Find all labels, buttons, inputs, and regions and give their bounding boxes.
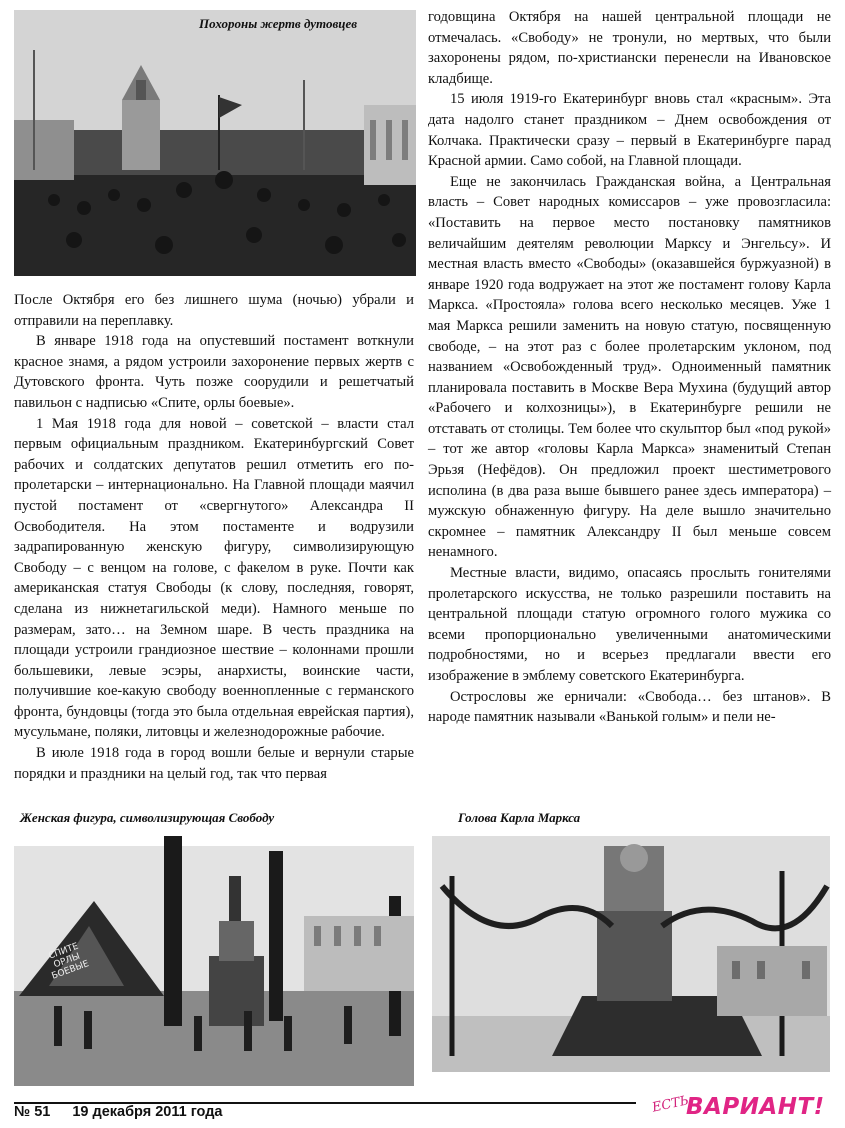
photo-caption-marx: Голова Карла Маркса [458, 810, 581, 825]
paragraph: Острословы же ерничали: «Свобода… без штанов». В народе памятник называли «Ванькой голым» и пели не- [428, 688, 831, 726]
paragraph: В июле 1918 года в город вошли белые и вернули старые порядки и праздники на целый год, так что первая [14, 745, 414, 782]
marx-photo-illustration [432, 806, 830, 1072]
photo-marx [432, 806, 830, 1072]
photo-liberty [14, 806, 414, 1086]
pavilion-sign: СПИТЕ ОРЛЫ БОЕВЫЕ [47, 941, 91, 982]
photo-caption-funeral: Похороны жертв дутовцев [199, 16, 358, 31]
article-right-column [428, 7, 831, 728]
funeral-photo-illustration [14, 10, 416, 276]
photo-caption-liberty: Женская фигура, символизирующая Свободу [20, 810, 275, 825]
issue-date: 19 декабря 2011 года [72, 1104, 223, 1120]
article-left-column [14, 290, 414, 784]
paragraph: 15 июля 1919-го Екатеринбург вновь стал «красным». Эта дата надолго станет праздником – Днем освобождения от Колчака. Практически сразу – первый в Екатеринбурге парад Красной армии. Само собой, на Главной площади. [428, 91, 831, 170]
logo-main-text: ВАРИАНТ! [686, 1094, 825, 1120]
newspaper-logo [650, 1090, 825, 1124]
logo-small-text: ЕСТЬ [650, 1093, 691, 1116]
photo-funeral [14, 10, 416, 276]
paragraph: 1 Мая 1918 года для новой – советской – власти стал первым официальным праздником. Екатеринбургский Совет рабочих и солдатских депутатов решил отметить его по-пролетарски – интернационально. На Главной площади маячил пустой постамент от «свергнутого» Александра II Освободителя. На этом постаменте и водрузили задрапированную женскую фигуру, символизирующую Свободу – с венцом на голове, с факелом в руке. Почти как американская статуя Свободы (к слову, последняя, говорят, сделана из нижнетагильской меди). Намного меньше по размерам, зато… на Земном шаре. В честь праздника на площади устроили грандиозное шествие – колоннами прошли большевики, левые эсэры, анархисты, воинские части, получившие кое-какую свободу военнопленные с германского фронта, бундовцы (тогда это была отдельная еврейская партия), мусульмане, поляки, литовцы и железнодорожные рабочие. [14, 415, 414, 741]
footer-issue-info [14, 1104, 241, 1120]
paragraph: В январе 1918 года на опустевший постамент воткнули красное знамя, а рядом устроили захоронение первых жертв с Дутовского фронта. Чуть позже соорудили и решетчатый павильон с надписью «Спите, орлы боевые». [14, 333, 414, 411]
paragraph: Еще не закончилась Гражданская война, а Центральная власть – Совет народных комиссаров – уже провозгласила: «Поставить на первое место постановку памятников величайшим деятелям революции Марксу и Энгельсу». И местная власть вместо «Свободы» (оказавшейся буржуазной) в январе 1920 года водружает на этот же постамент голову Карла Маркса. «Простояла» голова всего несколько месяцев. Уже 1 мая Маркса решили заменить на новую статую, посвященную свободе, – на этот раз с более пролетарским уклоном, под названием «Освобожденный труд». Одноименный памятник планировала поставить в Москве Вера Мухина (будущий автор «Рабочего и колхозницы»), в Екатеринбурге решили не отставать от столицы. Тем более что скульптор был «под рукой» – тот же автор «головы Карла Маркса» знаменитый Степан Эрьзя (Нефёдов). Он предложил проект шестиметрового исполина (в два раза выше бывшего ранее здесь императора) – мужскую обнаженную фигуру. На деле вышло значительно скромнее – памятник Александру II был меньше совсем ненамного. [428, 173, 831, 561]
paragraph: Местные власти, видимо, опасаясь прослыть гонителями пролетарского искусства, не только разрешили поставить на центральной площади статую огромного голого мужика со всеми пропорционально увеличенными анатомическими подробностями, но и всерьез предлагали ввести его изображение в эмблему советского Екатеринбурга. [428, 565, 831, 684]
issue-number: № 51 [14, 1104, 51, 1120]
paragraph: После Октября его без лишнего шума (ночью) убрали и отправили на переплавку. [14, 292, 414, 329]
paragraph: годовщина Октября на нашей центральной площади не отмечалась. «Свободу» не тронули, но мертвых, что были захоронены рядом, по-христиански перенесли на Ивановское кладбище. [428, 9, 831, 87]
